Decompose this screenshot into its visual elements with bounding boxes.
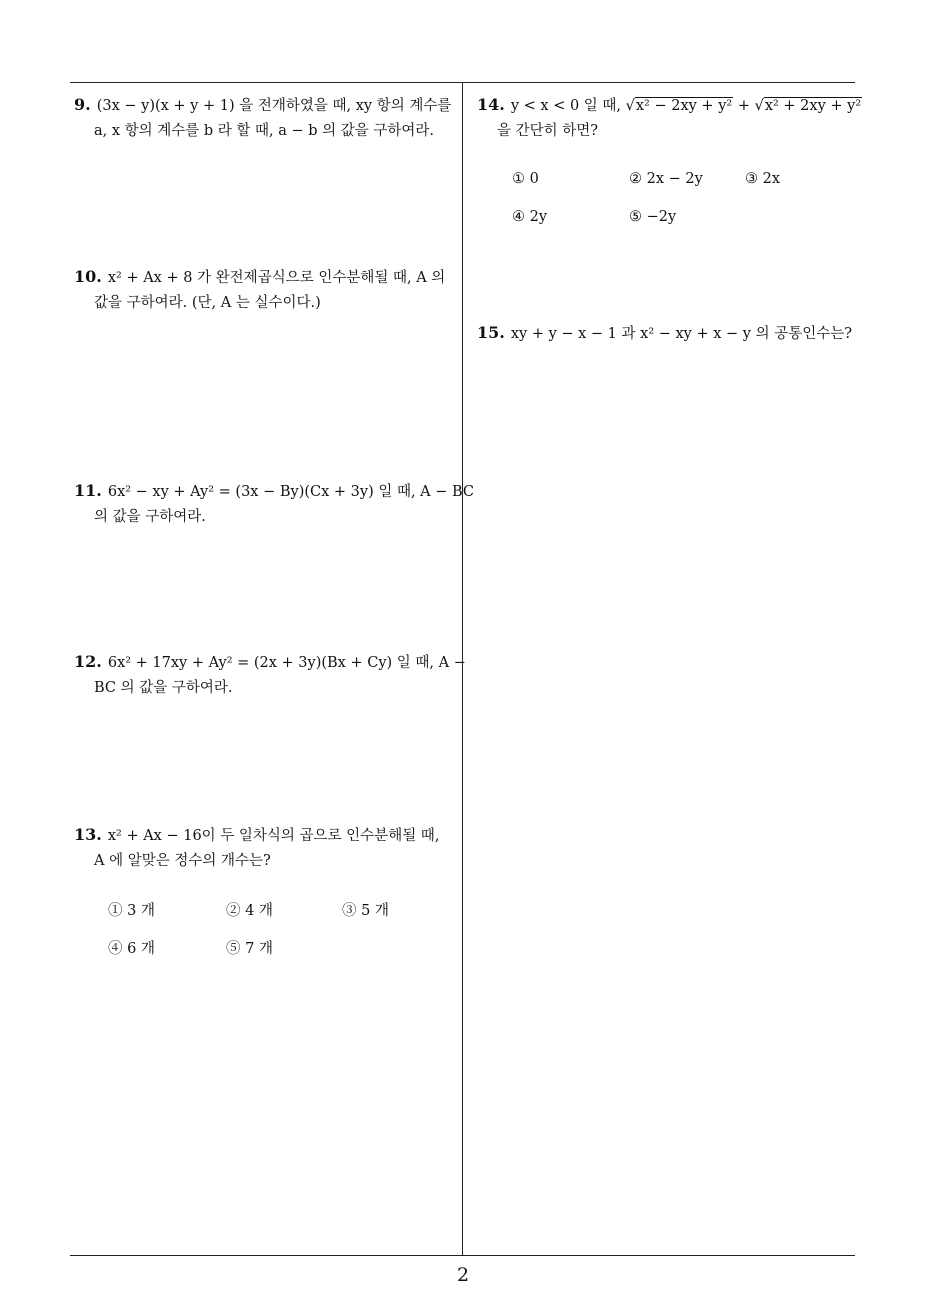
question-number: 10. bbox=[74, 267, 102, 286]
question-13 bbox=[74, 822, 460, 874]
question-number: 9. bbox=[74, 95, 91, 114]
square-root-1: √x² − 2xy + y² bbox=[625, 98, 733, 114]
question-text-line2: 을 간단히 하면? bbox=[497, 123, 599, 139]
question-number: 13. bbox=[74, 825, 102, 844]
question-11 bbox=[74, 478, 475, 530]
question-text-prefix: y < x < 0 일 때, bbox=[510, 98, 622, 114]
question-text-line2: BC 의 값을 구하여라. bbox=[94, 680, 233, 696]
question-text-line1: xy + y − x − 1 과 x² − xy + x − y 의 공통인수는? bbox=[510, 326, 853, 342]
question-12 bbox=[74, 649, 466, 701]
plus-sign: + bbox=[737, 98, 750, 114]
question-number: 12. bbox=[74, 652, 102, 671]
question-15 bbox=[477, 320, 857, 347]
choice-4[interactable]: ④ 2y bbox=[512, 209, 548, 225]
question-9 bbox=[74, 92, 460, 144]
question-number: 15. bbox=[477, 323, 505, 342]
choice-2[interactable]: ② 4 개 bbox=[226, 903, 273, 919]
question-text-line2: 값을 구하여라. (단, A 는 실수이다.) bbox=[94, 295, 321, 311]
choice-5[interactable]: ⑤ 7 개 bbox=[226, 941, 273, 957]
choice-1[interactable]: ① 0 bbox=[512, 171, 539, 187]
choice-2[interactable]: ② 2x − 2y bbox=[629, 171, 703, 187]
bottom-rule bbox=[70, 1255, 855, 1256]
question-text-line2: A 에 알맞은 정수의 개수는? bbox=[94, 853, 271, 869]
square-root-2: √x² + 2xy + y² bbox=[754, 98, 862, 114]
question-text-line2: 의 값을 구하여라. bbox=[94, 509, 206, 525]
question-10 bbox=[74, 264, 460, 316]
question-number: 14. bbox=[477, 95, 505, 114]
choice-1[interactable]: ① 3 개 bbox=[108, 903, 155, 919]
choice-3[interactable]: ③ 5 개 bbox=[342, 903, 389, 919]
question-text-line1: 6x² + 17xy + Ay² = (2x + 3y)(Bx + Cy) 일 때, A − bbox=[107, 655, 466, 671]
choice-4[interactable]: ④ 6 개 bbox=[108, 941, 155, 957]
question-number: 11. bbox=[74, 481, 102, 500]
question-text-line1: x² + Ax − 16이 두 일차식의 곱으로 인수분해될 때, bbox=[107, 828, 440, 844]
question-14 bbox=[477, 92, 862, 144]
question-text-line1: (3x − y)(x + y + 1) 을 전개하였을 때, xy 항의 계수를 bbox=[96, 98, 452, 114]
page-number: 2 bbox=[456, 1264, 470, 1286]
question-text-line2: a, x 항의 계수를 b 라 할 때, a − b 의 값을 구하여라. bbox=[94, 123, 435, 139]
choice-5[interactable]: ⑤ −2y bbox=[629, 209, 677, 225]
radicand-1: x² − 2xy + y² bbox=[635, 98, 733, 114]
radicand-2: x² + 2xy + y² bbox=[764, 98, 862, 114]
choice-3[interactable]: ③ 2x bbox=[745, 171, 781, 187]
question-text-line1: 6x² − xy + Ay² = (3x − By)(Cx + 3y) 일 때, A − BC bbox=[107, 484, 475, 500]
question-text-line1: x² + Ax + 8 가 완전제곱식으로 인수분해될 때, A 의 bbox=[107, 270, 446, 286]
